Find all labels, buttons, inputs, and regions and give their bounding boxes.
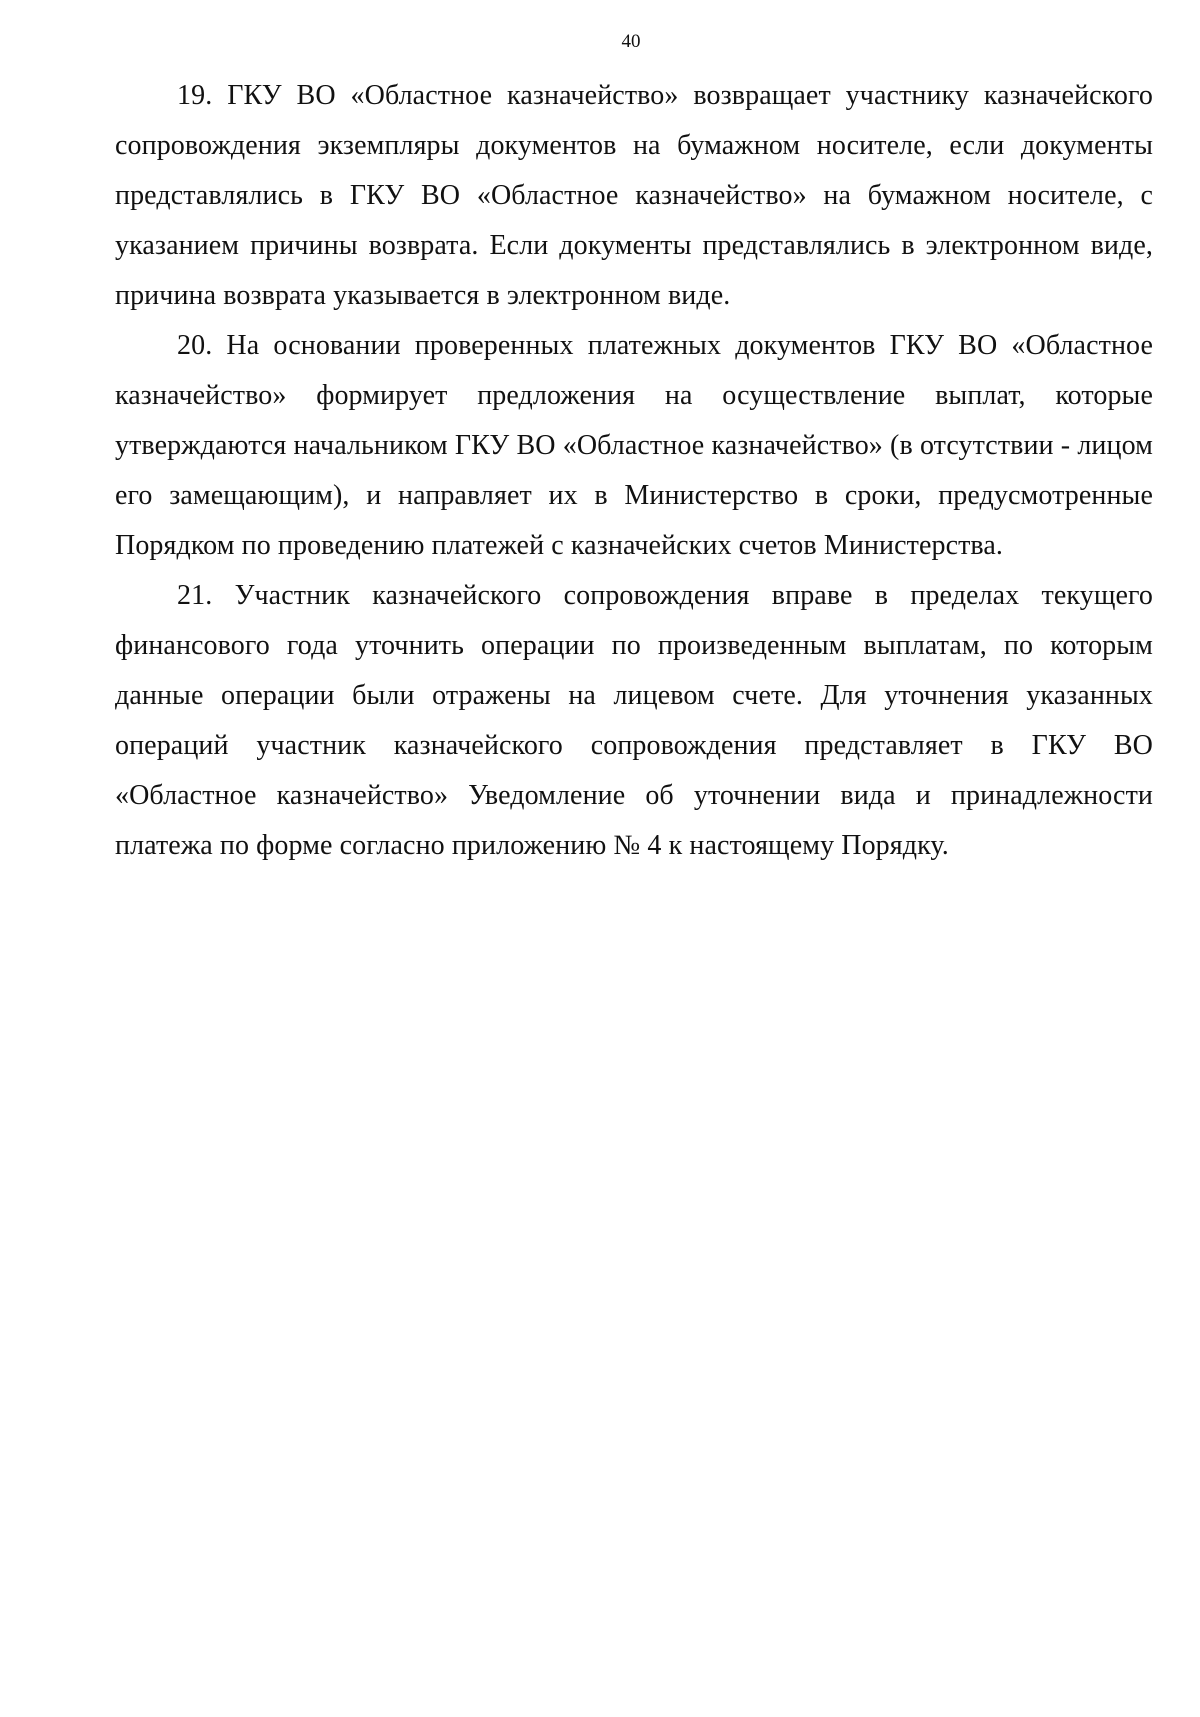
paragraph-21: 21. Участник казначейского сопровождения вправе в пределах текущего финансового года уточнить операции по произведенным выплатам, по которым данные операции были отражены на лицевом счете. Для уточнения указанных операций участник казначейского сопровождения представляет в ГКУ ВО «Областное казначейство» Уведомление об уточнении вида и принадлежности платежа по форме согласно приложению № 4 к настоящему Порядку.: [115, 580, 1153, 861]
document-body: [115, 71, 1153, 871]
paragraph-19: 19. ГКУ ВО «Областное казначейство» возвращает участнику казначейского сопровождения экземпляры документов на бумажном носителе, если документы представлялись в ГКУ ВО «Областное казначейство» на бумажном носителе, с указанием причины возврата. Если документы представлялись в электронном виде, причина возврата указывается в электронном виде.: [115, 80, 1153, 311]
page-number: 40: [621, 31, 641, 52]
paragraph-20: 20. На основании проверенных платежных документов ГКУ ВО «Областное казначейство» формирует предложения на осуществление выплат, которые утверждаются начальником ГКУ ВО «Областное казначейство» (в отсутствии - лицом его замещающим), и направляет их в Министерство в сроки, предусмотренные Порядком по проведению платежей с казначейских счетов Министерства.: [115, 330, 1153, 561]
